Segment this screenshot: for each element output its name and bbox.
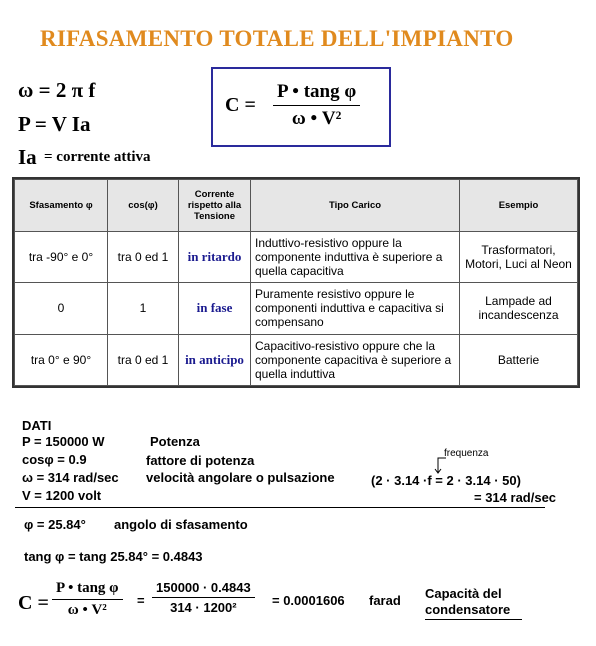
- phase-table: [12, 177, 580, 388]
- equals-sign: =: [137, 593, 145, 608]
- c-denominator-bottom: ω • V²: [67, 602, 107, 618]
- c-numeric-denominator: 314 · 1200²: [170, 600, 237, 615]
- power-formula: P = V Ia: [18, 112, 91, 136]
- cell-example: Lampade ad incandescenza: [460, 283, 578, 334]
- header-esempio: Esempio: [460, 180, 578, 232]
- ia-symbol: Ia: [18, 145, 37, 169]
- c-desc-line2: condensatore: [425, 602, 511, 617]
- c-denominator: ω • V²: [291, 108, 342, 129]
- table-row: [15, 283, 578, 334]
- c-numerator-bottom: P • tang φ: [52, 580, 123, 600]
- phi-desc: angolo di sfasamento: [114, 517, 248, 532]
- dati-cos: cosφ = 0.9: [22, 452, 87, 467]
- header-cos: cos(φ): [108, 180, 179, 232]
- table-row: [15, 334, 578, 385]
- c-fraction-bottom: [52, 580, 123, 619]
- c-numerator: P • tang φ: [273, 81, 360, 106]
- capacitance-formula-box: [211, 67, 391, 147]
- cell-current: in fase: [179, 283, 251, 334]
- header-tipo-carico: Tipo Carico: [251, 180, 460, 232]
- dati-power-desc: Potenza: [150, 434, 200, 449]
- cell-phase: tra -90° e 0°: [15, 232, 108, 283]
- section-divider: [15, 507, 545, 508]
- c-label-bottom: C =: [18, 592, 49, 614]
- cell-cos: 1: [108, 283, 179, 334]
- phi-value: φ = 25.84°: [24, 517, 86, 532]
- c-result: = 0.0001606: [272, 593, 345, 608]
- cell-cos: tra 0 ed 1: [108, 334, 179, 385]
- omega-formula: ω = 2 π f: [18, 78, 96, 102]
- cell-phase: 0: [15, 283, 108, 334]
- omega-result: = 314 rad/sec: [474, 490, 557, 505]
- page-title: RIFASAMENTO TOTALE DELL'IMPIANTO: [40, 26, 514, 51]
- c-desc-line1: Capacità del: [425, 586, 502, 601]
- dati-power: P = 150000 W: [22, 434, 105, 449]
- c-label: C =: [225, 94, 256, 116]
- c-numeric-numerator: 150000 · 0.4843: [152, 580, 255, 598]
- dati-heading: DATI: [22, 418, 52, 433]
- cell-load-type: Capacitivo-resistivo oppure che la componente capacitiva è superiore a quella induttiva: [251, 334, 460, 385]
- cell-current: in anticipo: [179, 334, 251, 385]
- cell-example: Batterie: [460, 334, 578, 385]
- c-fraction: [273, 81, 360, 130]
- dati-cos-desc: fattore di potenza: [146, 453, 255, 468]
- tangent-line: tang φ = tang 25.84° = 0.4843: [24, 549, 203, 564]
- dati-voltage: V = 1200 volt: [22, 488, 102, 503]
- header-corrente: Corrente rispetto alla Tensione: [179, 180, 251, 232]
- dati-omega: ω = 314 rad/sec: [22, 470, 119, 485]
- cell-load-type: Puramente resistivo oppure le componenti induttiva e capacitiva si compensano: [251, 283, 460, 334]
- header-sfasamento: Sfasamento φ: [15, 180, 108, 232]
- c-desc-underline: [425, 619, 522, 620]
- cell-cos: tra 0 ed 1: [108, 232, 179, 283]
- cell-current: in ritardo: [179, 232, 251, 283]
- omega-calculation: (2 · 3.14 ·f = 2 · 3.14 · 50): [371, 473, 521, 488]
- c-numeric-fraction: [152, 580, 255, 615]
- dati-omega-desc: velocità angolare o pulsazione: [146, 470, 335, 485]
- ia-definition: = corrente attiva: [44, 149, 151, 165]
- c-unit: farad: [369, 593, 401, 608]
- cell-example: Trasformatori, Motori, Luci al Neon: [460, 232, 578, 283]
- frequency-note: frequenza: [444, 448, 489, 459]
- cell-load-type: Induttivo-resistivo oppure la componente induttiva è superiore a quella capacitiva: [251, 232, 460, 283]
- cell-phase: tra 0° e 90°: [15, 334, 108, 385]
- table-row: [15, 232, 578, 283]
